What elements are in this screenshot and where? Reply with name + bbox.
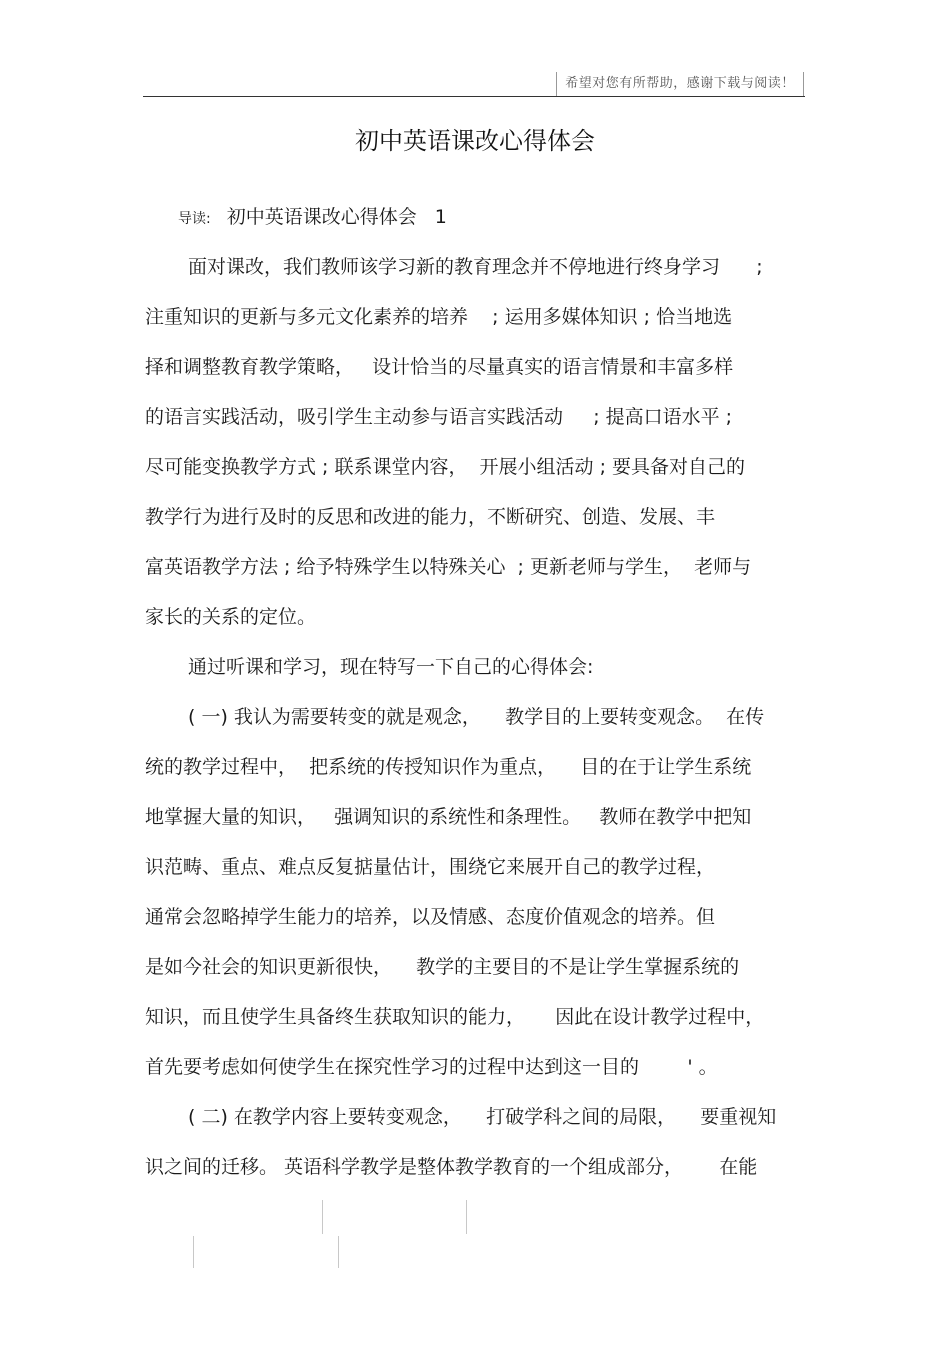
scan-artifact-line: [338, 1236, 339, 1268]
body-line: 的语言实践活动，吸引学生主动参与语言实践活动 ; 提高口语水平 ;: [145, 406, 733, 428]
scan-artifact-line: [466, 1200, 467, 1234]
body-line: 富英语教学方法 ; 给予特殊学生以特殊关心 ; 更新老师与学生， 老师与: [145, 556, 752, 578]
body-line: 通常会忽略掉学生能力的培养，以及情感、态度价值观念的培养。但: [145, 906, 716, 928]
body-line: 知识，而且使学生具备终生获取知识的能力， 因此在设计教学过程中，: [145, 1006, 765, 1028]
header-divider: [143, 96, 805, 97]
body-line: 尽可能变换教学方式 ; 联系课堂内容， 开展小组活动 ; 要具备对自己的: [145, 456, 746, 478]
body-line: 家长的关系的定位。: [145, 606, 317, 628]
document-title: 初中英语课改心得体会: [355, 127, 595, 155]
body-line: 通过听课和学习，现在特写一下自己的心得体会:: [188, 656, 594, 678]
body-line: 首先要考虑如何使学生在探究性学习的过程中达到这一目的 ' 。: [145, 1056, 718, 1078]
body-line: 是如今社会的知识更新很快， 教学的主要目的不是让学生掌握系统的: [145, 956, 740, 978]
body-line: 识之间的迁移。 英语科学教学是整体教学教育的一个组成部分， 在能: [145, 1156, 758, 1178]
scan-artifact-line: [193, 1236, 194, 1268]
body-line: ( 一) 我认为需要转变的就是观念， 教学目的上要转变观念。 在传: [188, 706, 765, 728]
body-line: 注重知识的更新与多元文化素养的培养 ; 运用多媒体知识 ; 恰当地选: [145, 306, 733, 328]
body-line: 统的教学过程中， 把系统的传授知识作为重点， 目的在于让学生系统: [145, 756, 752, 778]
body-line: 教学行为进行及时的反思和改进的能力，不断研究、创造、发展、丰: [145, 506, 716, 528]
body-line: 识范畴、重点、难点反复掂量估计，围绕它来展开自己的教学过程，: [145, 856, 716, 878]
scan-artifact-line: [322, 1200, 323, 1234]
intro-label: 导读:: [178, 211, 211, 227]
body-line: 面对课改，我们教师该学习新的教育理念并不停地进行终身学习 ;: [188, 256, 763, 278]
body-line: 择和调整教育教学策略， 设计恰当的尽量真实的语言情景和丰富多样: [145, 356, 734, 378]
body-line: ( 二) 在教学内容上要转变观念， 打破学科之间的局限， 要重视知: [188, 1106, 777, 1128]
header-note: 希望对您有所帮助，感谢下载与阅读！: [556, 72, 804, 96]
intro-text: 初中英语课改心得体会: [226, 206, 417, 228]
body-line: 地掌握大量的知识， 强调知识的系统性和条理性。 教师在教学中把知: [145, 806, 752, 828]
intro-number: 1: [434, 206, 447, 228]
intro-line: [178, 203, 447, 233]
